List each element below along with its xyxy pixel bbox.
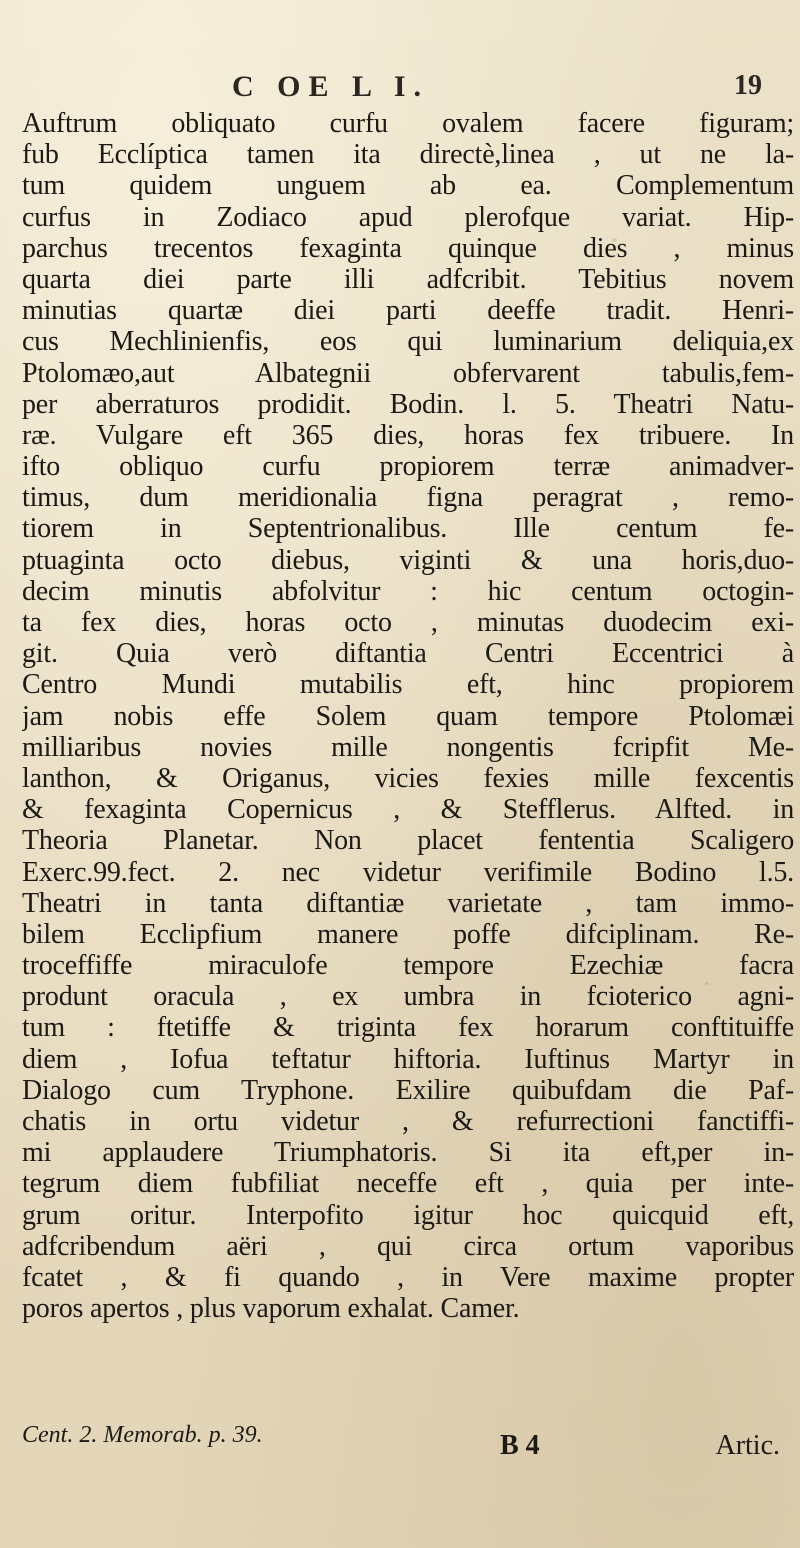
text-line: adfcribendum aëri , qui circa ortum vaporibus xyxy=(22,1230,794,1262)
page-header xyxy=(0,70,800,110)
text-line: & fexaginta Copernicus , & Stefflerus. Alfted. in xyxy=(22,794,794,826)
page-footer xyxy=(0,1422,800,1502)
text-line: git. Quia verò diftantia Centri Eccentrici à xyxy=(22,638,794,670)
text-line: troceffiffe miraculofe tempore Ezechiæ facra xyxy=(22,950,794,982)
text-line: ptuaginta octo diebus, viginti & una horis,duo- xyxy=(22,544,794,576)
text-line: tum quidem unguem ab ea. Complementum xyxy=(22,170,794,202)
text-line: quarta diei parte illi adfcribit. Tebitius novem xyxy=(22,263,794,295)
text-line: tiorem in Septentrionalibus. Ille centum fe- xyxy=(22,513,794,545)
text-line: Theatri in tanta diftantiæ varietate , tam immo- xyxy=(22,887,794,919)
text-line: parchus trecentos fexaginta quinque dies , minus xyxy=(22,232,794,264)
text-line: tegrum diem fubfiliat neceffe eft , quia per inte- xyxy=(22,1168,794,1200)
text-line: per aberraturos prodidit. Bodin. l. 5. Theatri Natu- xyxy=(22,388,794,420)
text-line: curfus in Zodiaco apud plerofque variat. Hip- xyxy=(22,201,794,233)
running-head: C OE L I. xyxy=(232,70,430,103)
text-line: Centro Mundi mutabilis eft, hinc propiorem xyxy=(22,669,794,701)
signature-mark: B 4 xyxy=(500,1430,540,1461)
text-line: lanthon, & Origanus, vicies fexies mille fexcentis xyxy=(22,762,794,794)
text-line: ræ. Vulgare eft 365 dies, horas fex tribuere. In xyxy=(22,419,794,451)
text-line: Dialogo cum Tryphone. Exilire quibufdam die Paf- xyxy=(22,1074,794,1106)
text-line: Theoria Planetar. Non placet fententia Scaligero xyxy=(22,825,794,857)
text-line: Auftrum obliquato curfu ovalem facere figuram; xyxy=(22,108,794,139)
text-line: minutias quartæ diei parti deeffe tradit. Henri- xyxy=(22,295,794,327)
text-line: timus, dum meridionalia figna peragrat , remo- xyxy=(22,482,794,514)
text-line: grum oritur. Interpofito igitur hoc quicquid eft, xyxy=(22,1199,794,1231)
text-line: ta fex dies, horas octo , minutas duodecim exi- xyxy=(22,607,794,638)
text-line: tum : ftetiffe & triginta fex horarum conftituiffe xyxy=(22,1012,794,1044)
body-text xyxy=(22,108,794,1324)
text-line: produnt oracula , ex umbra in fcioterico agni- xyxy=(22,981,794,1013)
text-line: ifto obliquo curfu propiorem terræ animadver- xyxy=(22,451,794,483)
text-line: cus Mechlinienfis, eos qui luminarium deliquia,ex xyxy=(22,326,794,358)
page-number: 19 xyxy=(734,70,762,101)
text-line: decim minutis abfolvitur : hic centum octogin- xyxy=(22,575,794,607)
text-line: chatis in ortu videtur , & refurrectioni fanctiffi- xyxy=(22,1106,794,1137)
text-line: bilem Ecclipfium manere poffe difciplinam. Re- xyxy=(22,918,794,950)
text-line: fcatet , & fi quando , in Vere maxime propter xyxy=(22,1261,794,1293)
text-line: diem , Iofua teftatur hiftoria. Iuftinus Martyr in xyxy=(22,1043,794,1075)
citation-reference: Cent. 2. Memorab. p. 39. xyxy=(22,1422,263,1448)
text-line: Exerc.99.fect. 2. nec videtur verifimile Bodino l.5. xyxy=(22,856,794,888)
text-line: jam nobis effe Solem quam tempore Ptolomæi xyxy=(22,700,794,732)
text-line: mi applaudere Triumphatoris. Si ita eft,per in- xyxy=(22,1137,794,1169)
text-line: Ptolomæo,aut Albategnii obfervarent tabulis,fem- xyxy=(22,357,794,389)
text-line: milliaribus novies mille nongentis fcripfit Me- xyxy=(22,731,794,763)
text-line: poros apertos , plus vaporum exhalat. Camer. xyxy=(22,1293,520,1325)
text-line: fub Ecclíptica tamen ita directè,linea , ut ne la- xyxy=(22,139,794,171)
catchword: Artic. xyxy=(715,1430,780,1461)
